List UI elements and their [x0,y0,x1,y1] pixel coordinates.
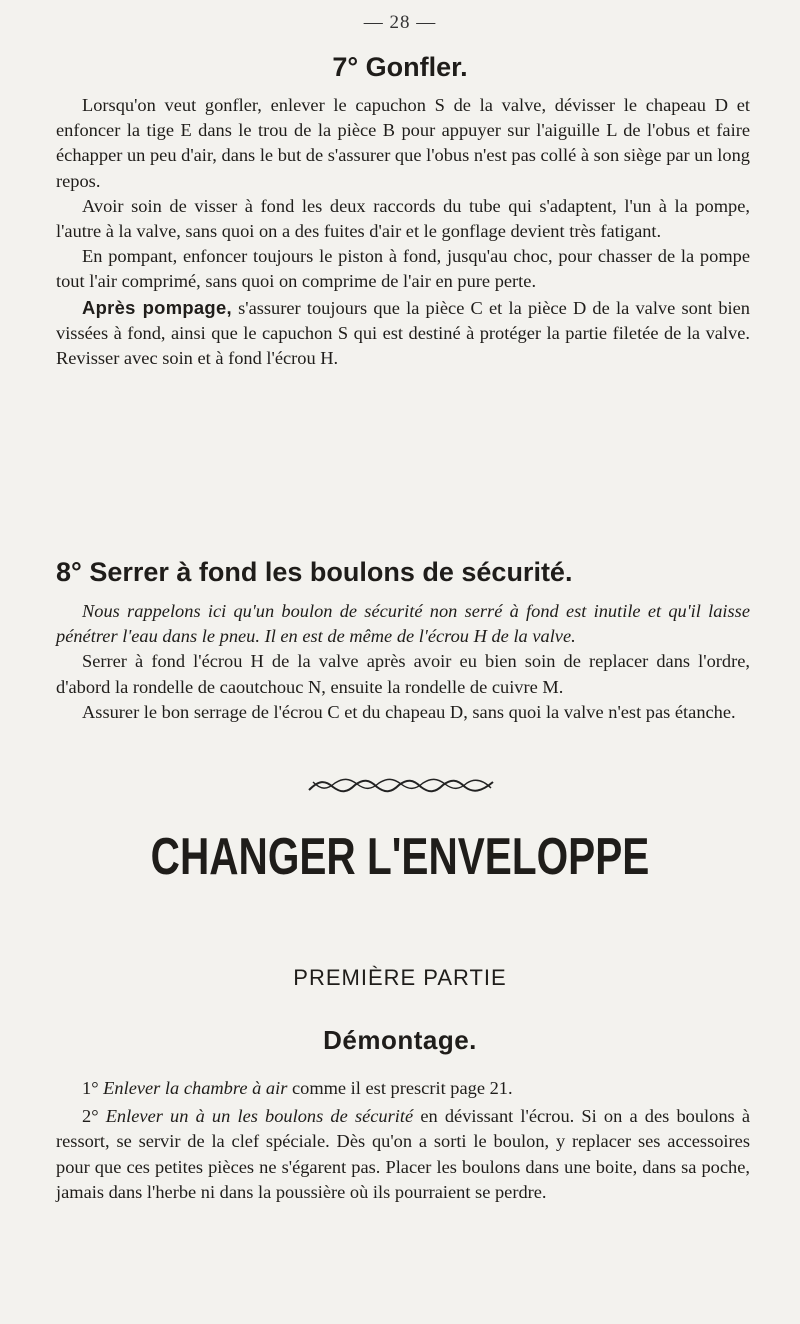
part-title: PREMIÈRE PARTIE [293,965,507,990]
section-8-body [56,599,750,725]
after-pumping-runin: Après pompage, [82,296,232,318]
step-2-text: en dévissant l'écrou. Si on a des boulons à ressort, se servir de la clef spéciale. Dès qu'on a sorti le boulon, y replacer ses accessoires pour que ces petites pièces ne s'égarent pas. Placer les boulons dans une boite, dans sa poche, jamais dans l'herbe ni dans la poussière où ils pourraient se perdre. [56,1106,750,1202]
disassembly-steps [56,1076,750,1205]
section-7-paragraph-4 [56,295,750,372]
chapter-title: CHANGER L'ENVELOPPE [150,828,650,886]
section-8-paragraph-1: Nous rappelons ici qu'un boulon de sécurité non serré à fond est inutile et qu'il laisse pénétrer l'eau dans le pneu. Il en est de même de l'écrou H de la valve. [56,601,750,647]
step-1 [56,1076,750,1101]
section-7-paragraph-2: Avoir soin de visser à fond les deux raccords du tube qui s'adaptent, l'un à la pompe, l'autre à la valve, sans quoi on a des fuites d'air et le gonflage devient très fatigant. [56,195,750,242]
section-8-title: 8° Serrer à fond les boulons de sécurité. [56,557,573,587]
section-7-title: 7° Gonfler. [332,52,468,82]
section-8-paragraph-2: Serrer à fond l'écrou H de la valve après avoir eu bien soin de replacer dans l'ordre, d'abord la rondelle de caoutchouc N, ensuite la rondelle de cuivre M. [56,651,750,697]
section-8-paragraph-3: Assurer le bon serrage de l'écrou C et du chapeau D, sans quoi la valve n'est pas étanche. [82,701,736,722]
decorative-divider [307,778,497,794]
step-1-number: 1° [82,1078,104,1098]
step-1-emphasis: Enlever la chambre à air [103,1078,288,1098]
step-2-number: 2° [82,1106,106,1127]
step-1-text: comme il est prescrit page 21. [287,1078,513,1098]
section-7-paragraph-1: Lorsqu'on veut gonfler, enlever le capuchon S de la valve, dévisser le chapeau D et enfoncer la tige E dans le trou de la pièce B pour appuyer sur l'aiguille L de l'obus et faire échapper un peu d'air, dans le but de s'assurer que l'obus n'est pas collé à son siège par un long repos. [56,95,750,191]
step-2 [56,1104,750,1205]
section-7-body [56,93,750,371]
section-7-paragraph-4-text: s'assurer toujours que la pièce C et la pièce D de la valve sont bien vissées à fond, ainsi que le capuchon S qui est destiné à protéger la partie filetée de la valve. Revisser avec soin et à fond l'écrou H. [56,297,751,369]
page-number: — 28 — [363,12,437,33]
step-2-emphasis: Enlever un à un les boulons de sécurité [105,1106,414,1127]
section-subtitle: Démontage. [323,1025,477,1055]
section-7-paragraph-3: En pompant, enfoncer toujours le piston à fond, jusqu'au choc, pour chasser de la pompe tout l'air comprimé, sans quoi on comprime de l'air en pure perte. [56,246,750,292]
